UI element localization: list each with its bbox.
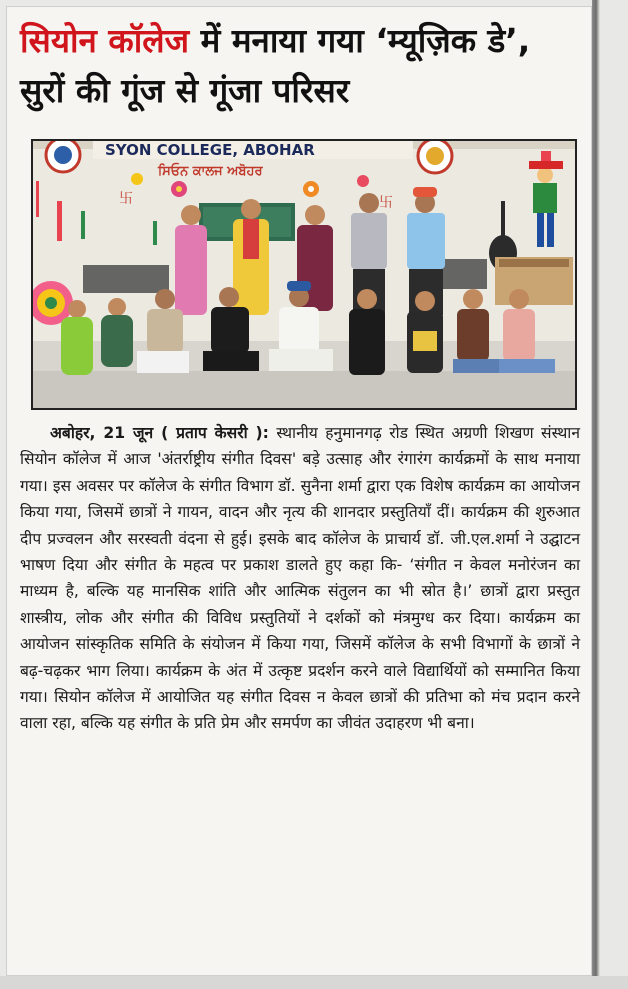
- banner-english-text: SYON COLLEGE, ABOHAR: [105, 141, 315, 159]
- previous-article-fragment: [20, 0, 180, 8]
- dateline: अबोहर, 21 जून ( प्रताप केसरी ):: [50, 424, 269, 442]
- college-logo-left: [46, 141, 80, 172]
- event-group-photo: [31, 139, 577, 410]
- headline-college-name: सियोन कॉलेज: [20, 21, 190, 60]
- scan-edge-bottom: [0, 976, 628, 989]
- headline-text: में मनाया गया ‘म्यूज़िक डे’, सुरों की गूंज से गूंजा परिसर: [20, 21, 531, 110]
- news-article-body: [20, 420, 580, 737]
- scan-edge-right: [592, 0, 628, 989]
- college-logo-right: [418, 141, 452, 173]
- svg-text:卐: 卐: [119, 191, 133, 207]
- group-photo-illustration: [33, 141, 575, 408]
- banner-punjabi-text: ਸਿਓਨ ਕਾਲਜ ਅਬੋਹਰ: [158, 164, 263, 179]
- article-text: स्थानीय हनुमानगढ़ रोड स्थित अग्रणी शिखण संस्थान सियोन कॉलेज में आज 'अंतर्राष्ट्रीय संगीत दिवस' बड़े उत्साह और रंगारंग कार्यक्रमों के साथ मनाया गया। इस अवसर पर कॉलेज के संगीत विभाग डॉ. सुनैना शर्मा द्वारा एक विशेष कार्यक्रम का आयोजन किया गया, जिसमें छात्रों ने गायन, वादन और नृत्य की शानदार प्रस्तुतियाँ दीं। कार्यक्रम की शुरुआत दीप प्रज्वलन और सरस्वती वंदना से हुई। इसके बाद कॉलेज के प्राचार्य डॉ. जी.एल.शर्मा ने उद्घाटन भाषण दिया और संगीत के महत्व पर प्रकाश डालते हुए कहा कि- ‘संगीत न केवल मनोरंजन का माध्यम है, बल्कि यह मानसिक शांति और आत्मिक संतुलन का भी स्रोत है।’ छात्रों द्वारा प्रस्तुत शास्त्रीय, लोक और संगीत की विविध प्रस्तुतियों ने दर्शकों को मंत्रमुग्ध कर दिया। कार्यक्रम का आयोजन सांस्कृतिक समिति के संयोजन में किया गया, जिसमें कॉलेज के सभी विभागों के छात्रों ने बढ़-चढ़कर भाग लिया। कार्यक्रम के अंत में उत्कृष्ट प्रदर्शन करने वाले विद्यार्थियों को सम्मानित किया गया। सियोन कॉलेज में आयोजित यह संगीत दिवस न केवल छात्रों की प्रतिभा को मंच प्रदान करने वाला रहा, बल्कि यह संगीत के प्रति प्रेम और समर्पण का जीवंत उदाहरण भी बना।: [20, 424, 580, 733]
- svg-text:卐: 卐: [379, 195, 393, 211]
- headline: [20, 16, 586, 116]
